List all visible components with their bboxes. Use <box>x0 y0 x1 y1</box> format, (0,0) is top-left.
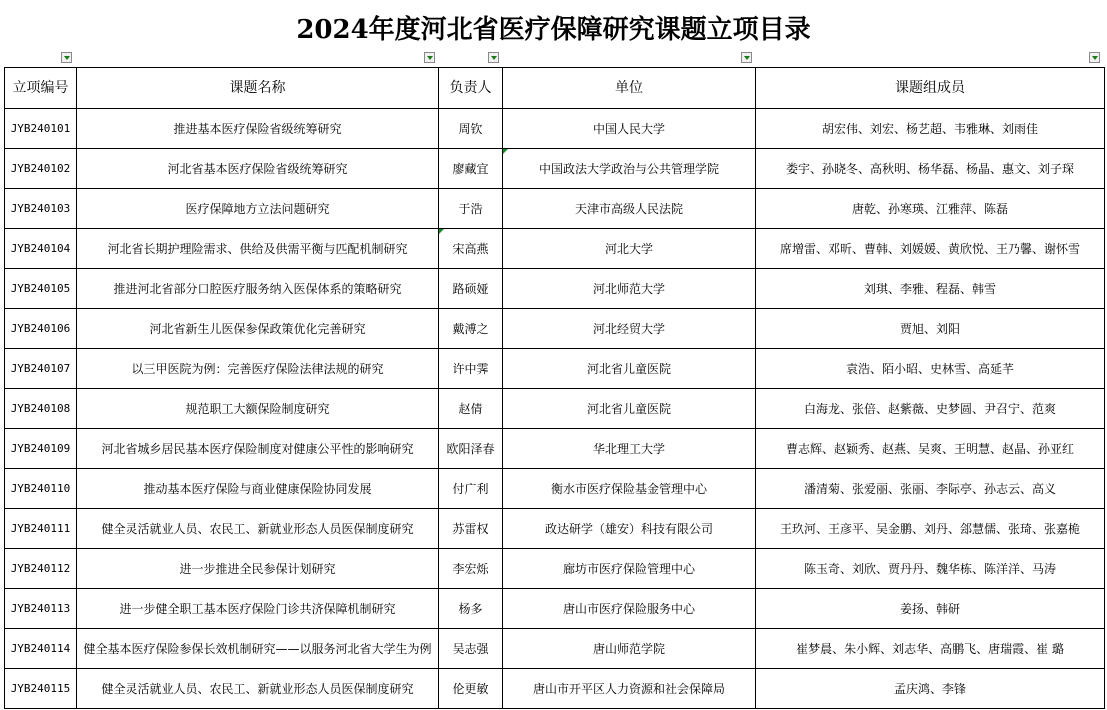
table-header-row <box>5 68 1105 109</box>
table-row <box>5 389 1105 429</box>
header-code[interactable]: 立项编号 <box>5 68 77 109</box>
cell-code[interactable]: JYB240106 <box>5 309 77 349</box>
cell-name[interactable]: 推进基本医疗保险省级统筹研究 <box>77 109 439 149</box>
cell-code[interactable]: JYB240101 <box>5 109 77 149</box>
header-name[interactable]: 课题名称 <box>77 68 439 109</box>
cell-code[interactable]: JYB240104 <box>5 229 77 269</box>
cell-code[interactable]: JYB240111 <box>5 509 77 549</box>
cell-leader[interactable]: 路硕娅 <box>439 269 503 309</box>
cell-unit[interactable]: 河北师范大学 <box>503 269 756 309</box>
table-row <box>5 229 1105 269</box>
cell-code[interactable]: JYB240105 <box>5 269 77 309</box>
cell-members[interactable]: 刘琪、李雅、程磊、韩雪 <box>756 269 1105 309</box>
table-row <box>5 309 1105 349</box>
cell-code[interactable]: JYB240114 <box>5 629 77 669</box>
table-row <box>5 629 1105 669</box>
cell-members[interactable]: 曹志辉、赵颖秀、赵燕、吴爽、王明慧、赵晶、孙亚红 <box>756 429 1105 469</box>
cell-name[interactable]: 进一步推进全民参保计划研究 <box>77 549 439 589</box>
cell-name[interactable]: 河北省城乡居民基本医疗保险制度对健康公平性的影响研究 <box>77 429 439 469</box>
cell-members[interactable]: 席增雷、邓昕、曹韩、刘媛媛、黄欣悦、王乃馨、谢怀雪 <box>756 229 1105 269</box>
table-row <box>5 509 1105 549</box>
cell-unit[interactable]: 唐山市医疗保险服务中心 <box>503 589 756 629</box>
cell-members[interactable]: 姜扬、韩研 <box>756 589 1105 629</box>
cell-name[interactable]: 河北省新生儿医保参保政策优化完善研究 <box>77 309 439 349</box>
cell-members[interactable]: 孟庆鸿、李锋 <box>756 669 1105 709</box>
cell-name[interactable]: 规范职工大额保险制度研究 <box>77 389 439 429</box>
table-row <box>5 349 1105 389</box>
filter-dropdown-icon[interactable] <box>1089 52 1100 63</box>
cell-name[interactable]: 推进河北省部分口腔医疗服务纳入医保体系的策略研究 <box>77 269 439 309</box>
cell-code[interactable]: JYB240108 <box>5 389 77 429</box>
cell-code[interactable]: JYB240103 <box>5 189 77 229</box>
cell-members[interactable]: 袁浩、陌小昭、史林雪、高延芊 <box>756 349 1105 389</box>
cell-unit[interactable]: 河北大学 <box>503 229 756 269</box>
cell-code[interactable]: JYB240102 <box>5 149 77 189</box>
cell-members[interactable]: 白海龙、张倍、赵紫薇、史梦圆、尹召宁、范爽 <box>756 389 1105 429</box>
table-row <box>5 109 1105 149</box>
cell-unit[interactable]: 衡水市医疗保险基金管理中心 <box>503 469 756 509</box>
cell-unit[interactable]: 中国人民大学 <box>503 109 756 149</box>
cell-name[interactable]: 医疗保障地方立法问题研究 <box>77 189 439 229</box>
cell-name[interactable]: 以三甲医院为例：完善医疗保险法律法规的研究 <box>77 349 439 389</box>
cell-unit[interactable]: 天津市高级人民法院 <box>503 189 756 229</box>
project-table <box>4 67 1105 709</box>
cell-members[interactable]: 潘清菊、张爱丽、张丽、李际亭、孙志云、高义 <box>756 469 1105 509</box>
cell-leader[interactable]: 周钦 <box>439 109 503 149</box>
cell-leader[interactable]: 许中霁 <box>439 349 503 389</box>
cell-leader[interactable]: 赵倩 <box>439 389 503 429</box>
table-row <box>5 469 1105 509</box>
cell-unit[interactable]: 河北经贸大学 <box>503 309 756 349</box>
table-row <box>5 589 1105 629</box>
cell-code[interactable]: JYB240110 <box>5 469 77 509</box>
cell-leader[interactable]: 苏雷权 <box>439 509 503 549</box>
cell-leader[interactable]: 廖藏宜 <box>439 149 503 189</box>
cell-code[interactable]: JYB240109 <box>5 429 77 469</box>
cell-leader[interactable]: 于浩 <box>439 189 503 229</box>
cell-code[interactable]: JYB240112 <box>5 549 77 589</box>
cell-members[interactable]: 唐乾、孙寒瑛、江雅萍、陈磊 <box>756 189 1105 229</box>
cell-name[interactable]: 健全基本医疗保险参保长效机制研究——以服务河北省大学生为例 <box>77 629 439 669</box>
cell-unit[interactable]: 河北省儿童医院 <box>503 389 756 429</box>
cell-leader[interactable]: 付广利 <box>439 469 503 509</box>
cell-name[interactable]: 进一步健全职工基本医疗保险门诊共济保障机制研究 <box>77 589 439 629</box>
cell-members[interactable]: 贾旭、刘阳 <box>756 309 1105 349</box>
cell-leader[interactable]: 杨多 <box>439 589 503 629</box>
filter-dropdown-icon[interactable] <box>488 52 499 63</box>
cell-members[interactable]: 娄宇、孙晓冬、高秋明、杨华磊、杨晶、惠文、刘子琛 <box>756 149 1105 189</box>
filter-dropdown-icon[interactable] <box>61 52 72 63</box>
cell-leader[interactable]: 伦更敏 <box>439 669 503 709</box>
cell-unit[interactable]: 唐山市开平区人力资源和社会保障局 <box>503 669 756 709</box>
cell-name[interactable]: 推动基本医疗保险与商业健康保险协同发展 <box>77 469 439 509</box>
cell-leader[interactable]: 宋高燕 <box>439 229 503 269</box>
cell-unit[interactable]: 廊坊市医疗保险管理中心 <box>503 549 756 589</box>
cell-unit[interactable]: 中国政法大学政治与公共管理学院 <box>503 149 756 189</box>
cell-unit[interactable]: 唐山师范学院 <box>503 629 756 669</box>
header-leader[interactable]: 负责人 <box>439 68 503 109</box>
cell-leader[interactable]: 吴志强 <box>439 629 503 669</box>
cell-name[interactable]: 河北省基本医疗保险省级统筹研究 <box>77 149 439 189</box>
table-body <box>5 109 1105 709</box>
table-row <box>5 549 1105 589</box>
cell-code[interactable]: JYB240107 <box>5 349 77 389</box>
header-members[interactable]: 课题组成员 <box>756 68 1105 109</box>
filter-dropdown-icon[interactable] <box>741 52 752 63</box>
table-row <box>5 189 1105 229</box>
cell-leader[interactable]: 李宏烁 <box>439 549 503 589</box>
cell-members[interactable]: 胡宏伟、刘宏、杨艺超、韦雅琳、刘雨佳 <box>756 109 1105 149</box>
cell-code[interactable]: JYB240115 <box>5 669 77 709</box>
cell-name[interactable]: 健全灵活就业人员、农民工、新就业形态人员医保制度研究 <box>77 509 439 549</box>
filter-row <box>0 50 1107 66</box>
cell-name[interactable]: 河北省长期护理险需求、供给及供需平衡与匹配机制研究 <box>77 229 439 269</box>
table-row <box>5 429 1105 469</box>
cell-unit[interactable]: 政达研学（雄安）科技有限公司 <box>503 509 756 549</box>
table-row <box>5 149 1105 189</box>
cell-leader[interactable]: 戴溥之 <box>439 309 503 349</box>
cell-members[interactable]: 陈玉奇、刘欣、贾丹丹、魏华栋、陈洋洋、马涛 <box>756 549 1105 589</box>
filter-dropdown-icon[interactable] <box>424 52 435 63</box>
cell-unit[interactable]: 华北理工大学 <box>503 429 756 469</box>
cell-leader[interactable]: 欧阳泽春 <box>439 429 503 469</box>
cell-unit[interactable]: 河北省儿童医院 <box>503 349 756 389</box>
table-row <box>5 269 1105 309</box>
table-row <box>5 669 1105 709</box>
cell-members[interactable]: 崔梦晨、朱小辉、刘志华、高鹏飞、唐瑞霞、崔 璐 <box>756 629 1105 669</box>
cell-name[interactable]: 健全灵活就业人员、农民工、新就业形态人员医保制度研究 <box>77 669 439 709</box>
cell-code[interactable]: JYB240113 <box>5 589 77 629</box>
cell-members[interactable]: 王玖河、王彦平、吴金鹏、刘丹、郐慧儒、张琦、张嘉桅 <box>756 509 1105 549</box>
page-title: 2024年度河北省医疗保障研究课题立项目录 <box>296 15 811 45</box>
header-unit[interactable]: 单位 <box>503 68 756 109</box>
